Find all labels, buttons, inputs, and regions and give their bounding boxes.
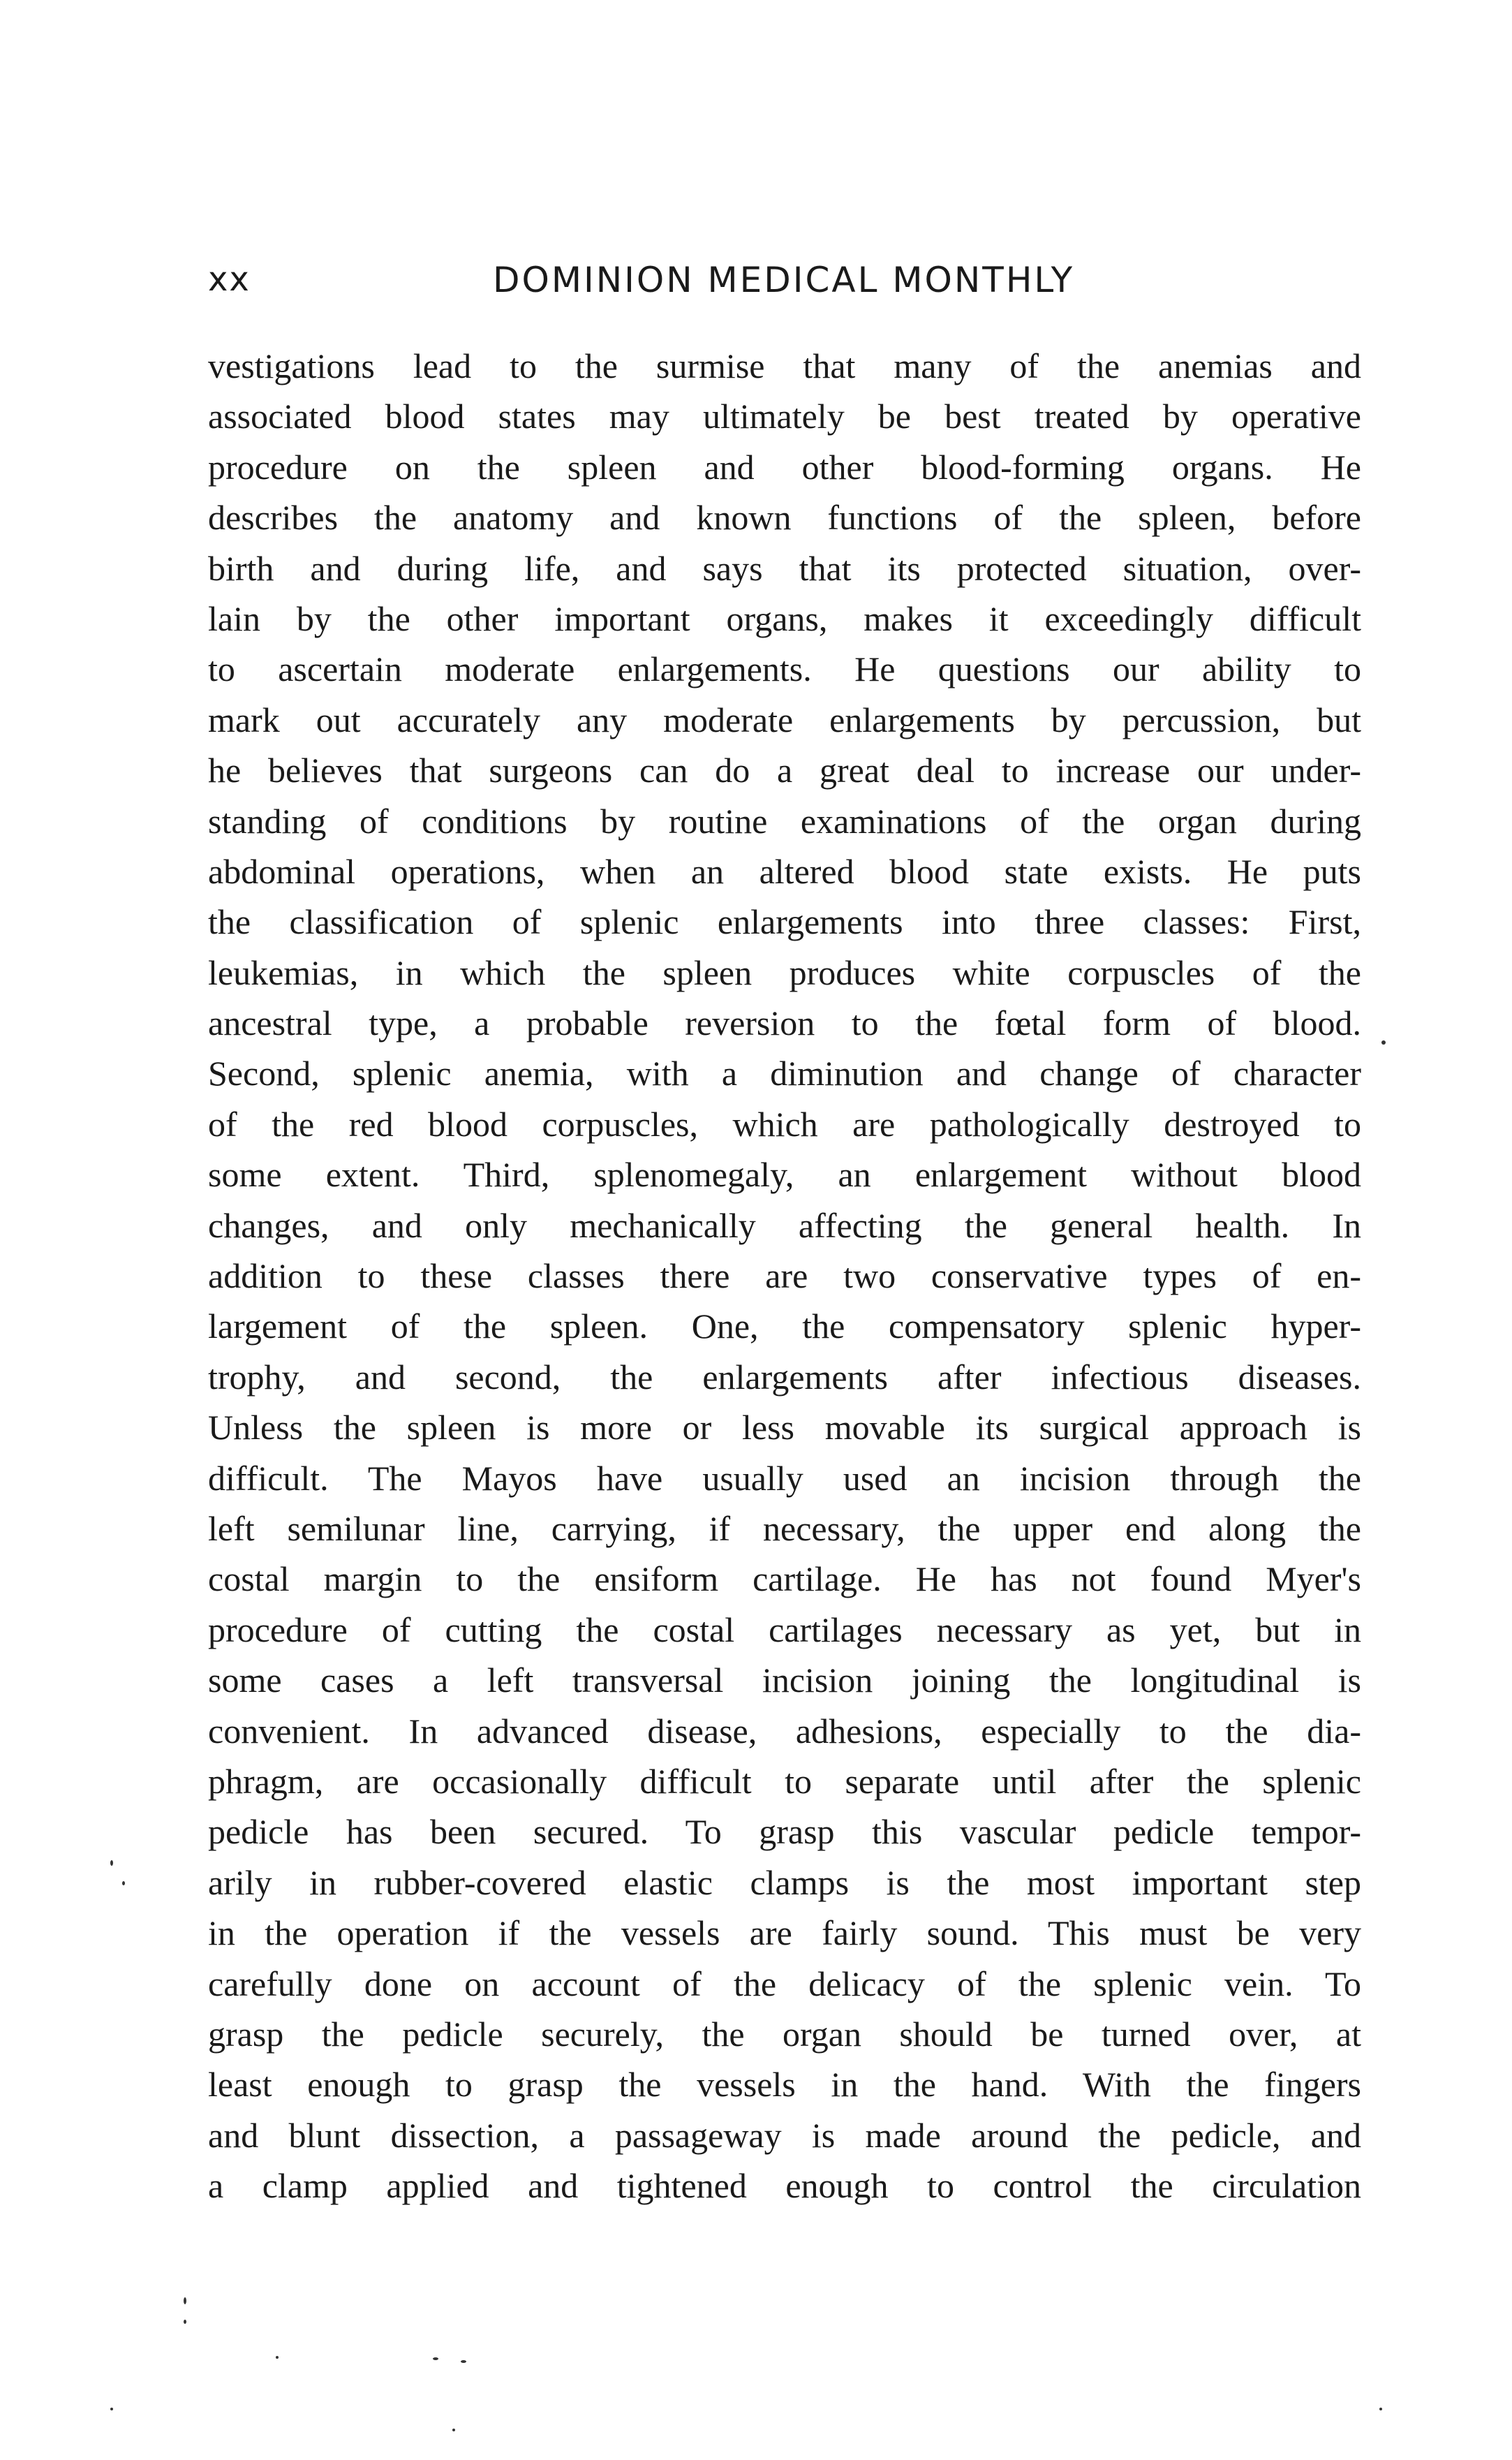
- scan-speck: [461, 2360, 466, 2363]
- scan-speck: [110, 1860, 113, 1866]
- text-line: arily in rubber-covered elastic clamps is the most important step: [208, 1862, 1361, 1902]
- text-line: addition to these classes there are two conservative types of en-: [208, 1256, 1361, 1296]
- text-line: describes the anatomy and known functions of the spleen, before: [208, 498, 1361, 538]
- text-line: procedure of cutting the costal cartilages necessary as yet, but in: [208, 1610, 1361, 1649]
- text-line: least enough to grasp the vessels in the hand. With the fingers: [208, 2065, 1361, 2105]
- text-line: costal margin to the ensiform cartilage. He has not found Myer's: [208, 1559, 1361, 1599]
- body-text: [208, 341, 1361, 2211]
- text-line: largement of the spleen. One, the compensatory splenic hyper-: [208, 1306, 1361, 1346]
- text-line: some cases a left transversal incision joining the longitudinal is: [208, 1660, 1361, 1700]
- text-line: convenient. In advanced disease, adhesions, especially to the dia-: [208, 1711, 1361, 1751]
- text-line: some extent. Third, splenomegaly, an enlargement without blood: [208, 1155, 1361, 1195]
- page-number: xx: [208, 260, 251, 299]
- text-line: Unless the spleen is more or less movable its surgical approach is: [208, 1408, 1361, 1448]
- running-head: DOMINION MEDICAL MONTHLY: [493, 260, 1075, 300]
- text-line: carefully done on account of the delicacy of the splenic vein. To: [208, 1964, 1361, 2003]
- text-line: difficult. The Mayos have usually used an incision through the: [208, 1458, 1361, 1498]
- text-line: a clamp applied and tightened enough to control the circulation: [208, 2166, 1361, 2206]
- text-line: changes, and only mechanically affecting the general health. In: [208, 1205, 1361, 1245]
- text-line: ancestral type, a probable reversion to the fœtal form of blood.: [208, 1003, 1361, 1043]
- text-line: and blunt dissection, a passageway is made around the pedicle, and: [208, 2115, 1361, 2155]
- text-line: standing of conditions by routine examinations of the organ during: [208, 801, 1361, 841]
- text-line: birth and during life, and says that its protected situation, over-: [208, 548, 1361, 588]
- text-line: grasp the pedicle securely, the organ should be turned over, at: [208, 2014, 1361, 2054]
- text-line: trophy, and second, the enlargements after infectious diseases.: [208, 1357, 1361, 1397]
- text-line: left semilunar line, carrying, if necessary, the upper end along the: [208, 1508, 1361, 1548]
- scan-speck: [110, 2408, 113, 2410]
- text-line: to ascertain moderate enlargements. He questions our ability to: [208, 649, 1361, 689]
- text-line: in the operation if the vessels are fairly sound. This must be very: [208, 1913, 1361, 1953]
- text-line: of the red blood corpuscles, which are pathologically destroyed to: [208, 1104, 1361, 1144]
- text-line: abdominal operations, when an altered blood state exists. He puts: [208, 851, 1361, 891]
- text-line: Second, splenic anemia, with a diminution and change of character: [208, 1054, 1361, 1093]
- text-line: leukemias, in which the spleen produces white corpuscles of the: [208, 952, 1361, 992]
- text-line: he believes that surgeons can do a great deal to increase our under-: [208, 751, 1361, 790]
- page-header: [208, 260, 1360, 309]
- text-line: procedure on the spleen and other blood-forming organs. He: [208, 447, 1361, 487]
- text-line: mark out accurately any moderate enlargements by percussion, but: [208, 700, 1361, 739]
- text-line: pedicle has been secured. To grasp this vascular pedicle tempor-: [208, 1812, 1361, 1852]
- text-line: associated blood states may ultimately be best treated by operative: [208, 397, 1361, 436]
- scan-speck: [184, 2297, 186, 2304]
- text-line: the classification of splenic enlargements into three classes: First,: [208, 902, 1361, 942]
- text-line: vestigations lead to the surmise that many of the anemias and: [208, 346, 1361, 385]
- scan-speck: [452, 2429, 455, 2431]
- scan-speck: [1379, 2408, 1382, 2410]
- text-line: phragm, are occasionally difficult to separate until after the splenic: [208, 1761, 1361, 1801]
- scan-speck: [1381, 1040, 1386, 1045]
- scan-speck: [433, 2357, 438, 2360]
- scan-speck: [276, 2356, 279, 2359]
- scan-speck: [184, 2320, 186, 2324]
- text-line: lain by the other important organs, makes it exceedingly difficult: [208, 598, 1361, 638]
- scan-speck: [122, 1881, 125, 1885]
